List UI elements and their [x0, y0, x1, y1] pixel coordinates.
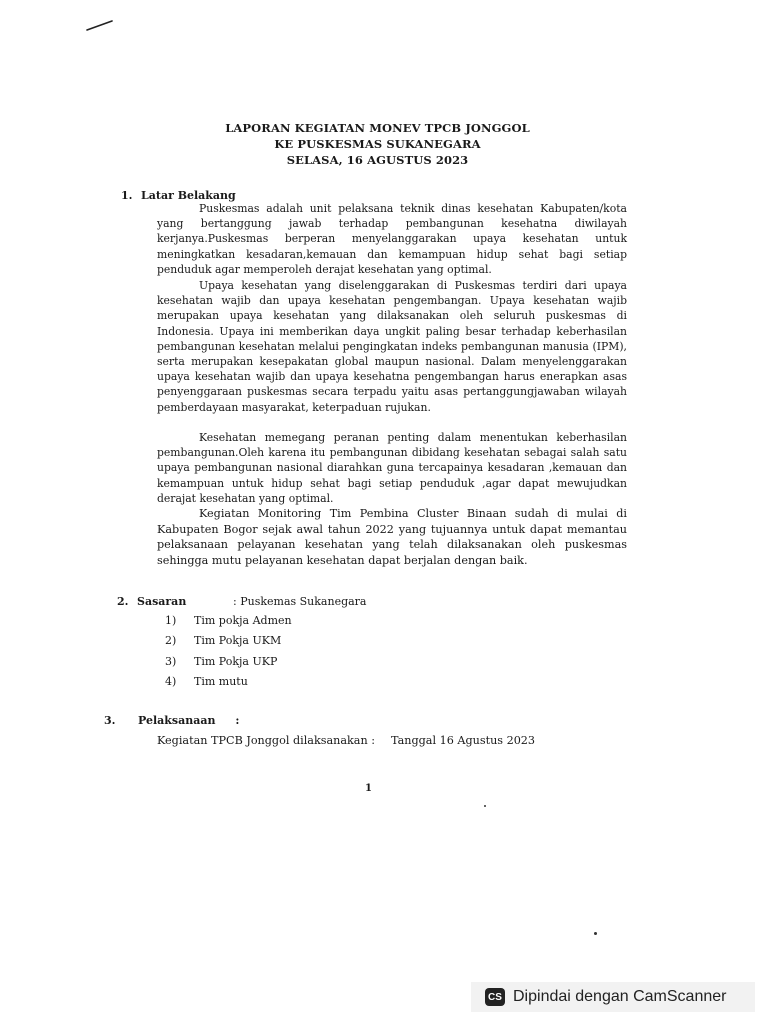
list-item-label: Tim pokja Admen — [194, 614, 292, 627]
title-line-2: KE PUSKESMAS SUKANEGARA — [274, 137, 481, 151]
watermark-text: Dipindai dengan CamScanner — [513, 988, 727, 1005]
section-2-title: Sasaran — [137, 595, 187, 608]
section-3-heading — [104, 714, 239, 727]
list-item-label: Tim mutu — [194, 675, 248, 688]
list-item-label: Tim Pokja UKP — [194, 655, 278, 668]
paragraph-1: Puskesmas adalah unit pelaksana teknik dinas kesehatan Kabupaten/kota yang bertanggung jawab terhadap pembangunan kesehatna diwilayah kerjanya.Puskesmas berperan menyelanggarakan upaya kesehatan untuk meningkatkan kesadaran,kemauan dan kemampuan hidup sehat bagi setiap penduduk agar memperoleh derajat kesehatan yang optimal. — [157, 202, 627, 276]
section-1-title: Latar Belakang — [141, 189, 236, 202]
list-item-label: Tim Pokja UKM — [194, 634, 282, 647]
list-item — [165, 655, 277, 668]
target-value: : Puskemas Sukanegara — [233, 595, 367, 608]
scan-speck — [594, 932, 597, 935]
section-2-number: 2. — [117, 595, 129, 608]
page-number: 1 — [365, 783, 372, 794]
list-item — [165, 675, 248, 688]
paragraph-3: Kesehatan memegang peranan penting dalam menentukan keberhasilan pembangunan.Oleh karena itu pembangunan dibidang kesehatan sebagai salah satu upaya pembangunan nasional diarahkan guna tercapainya kesadaran ,kemauan dan kemampuan untuk hidup sehat bagi setiap penduduk ,agar dapat mewujudkan derajat kesehatan yang optimal. — [157, 431, 627, 505]
section-3-colon: : — [235, 714, 240, 727]
title-line-1: LAPORAN KEGIATAN MONEV TPCB JONGGOL — [225, 121, 530, 135]
scan-speck — [484, 805, 486, 807]
paragraph-2: Upaya kesehatan yang diselenggarakan di Puskesmas terdiri dari upaya kesehatan wajib dan upaya kesehatan pengembangan. Upaya kesehatan wajib merupakan upaya kesehatan yang dilaksanakan oleh seluruh puskesmas di Indonesia. Upaya ini memberikan daya ungkit paling besar terhadap keberhasilan pembangunan kesehatan melalui pengingkatan indeks pembangunan manusia (IPM), serta merupakan kesepakatan global maupun nasional. Dalam menyelenggarakan upaya kesehatan wajib dan upaya kesehatna pengembangan harus enerapkan asas penyenggaraan puskesmas secara terpadu yaitu asas pertanggungjawaban wilayah pemberdayaan masyarakat, keterpaduan rujukan. — [157, 279, 627, 414]
report-title — [180, 120, 575, 168]
list-item — [165, 614, 292, 627]
pen-mark — [86, 18, 114, 32]
execution-text: Kegiatan TPCB Jonggol dilaksanakan : — [157, 734, 375, 747]
execution-statement — [157, 734, 535, 747]
paragraph-4: Kegiatan Monitoring Tim Pembina Cluster Binaan sudah di mulai di Kabupaten Bogor sejak awal tahun 2022 yang tujuannya untuk dapat memantau pelaksanaan pelayanan kesehatan yang telah dilaksanakan oleh puskesmas sehingga mutu pelayanan kesehatan dapat berjalan dengan baik. — [157, 507, 627, 567]
section-3-title: Pelaksanaan — [138, 714, 216, 727]
camscanner-watermark — [471, 982, 755, 1012]
execution-date: Tanggal 16 Agustus 2023 — [391, 734, 536, 747]
title-line-3: SELASA, 16 AGUSTUS 2023 — [286, 153, 469, 167]
list-item-number: 1) — [165, 614, 177, 627]
section-1-number: 1. — [121, 189, 133, 202]
camscanner-logo-icon: CS — [485, 988, 505, 1006]
list-item-number: 4) — [165, 675, 177, 688]
section-3-number: 3. — [104, 714, 116, 727]
list-item-number: 3) — [165, 655, 177, 668]
section-2-heading — [117, 595, 186, 608]
list-item-number: 2) — [165, 634, 177, 647]
list-item — [165, 634, 281, 647]
